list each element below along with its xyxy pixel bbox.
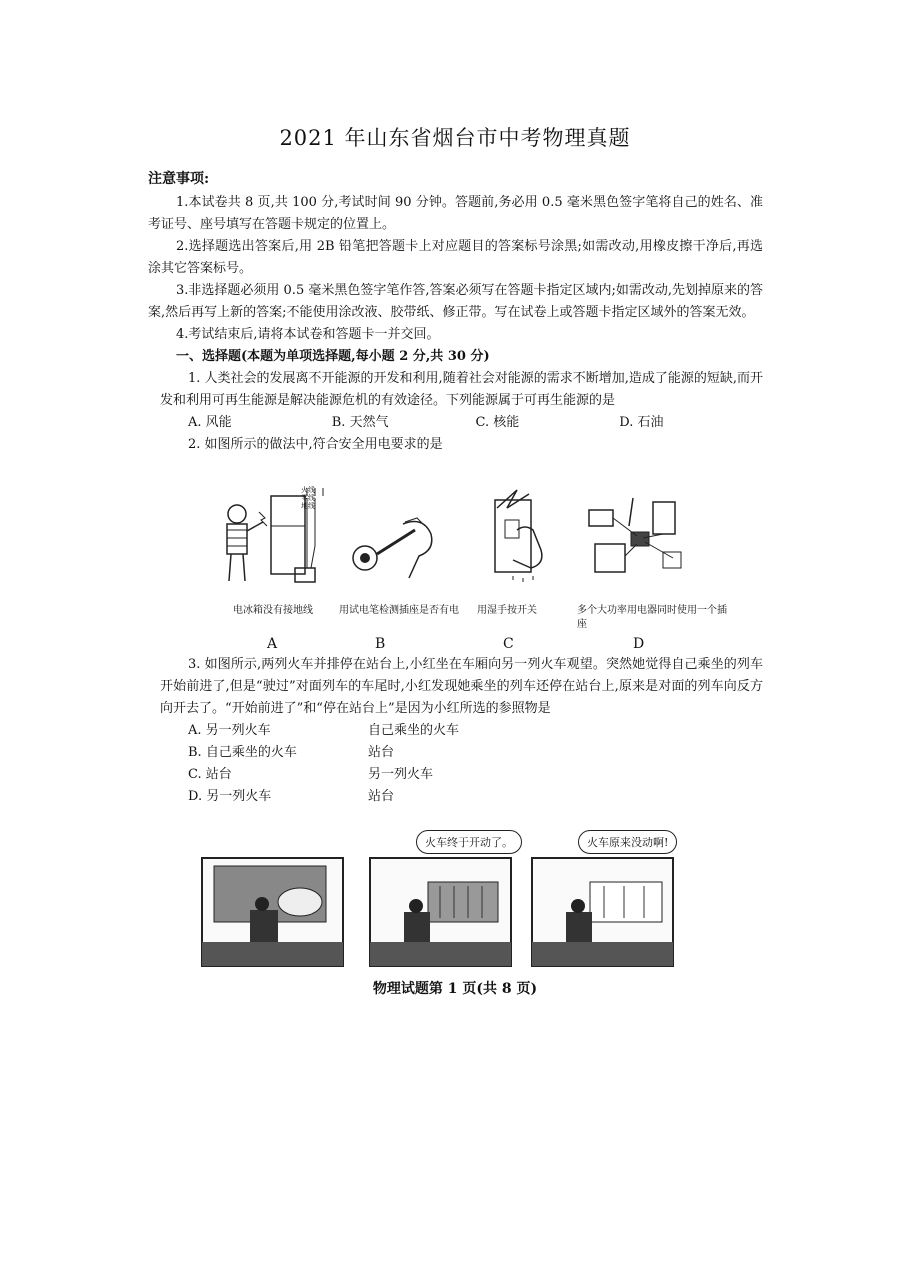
page-footer: 物理试题第 1 页(共 8 页) [372, 981, 538, 997]
question-3-option [148, 720, 763, 742]
figure-a-letter: A [267, 636, 278, 652]
figure-a-caption: 电冰箱没有接地线 [233, 605, 313, 616]
option-c-second: 另一列火车 [368, 767, 434, 782]
figure-c-caption: 用湿手按开关 [477, 605, 537, 616]
figure-d [577, 486, 727, 652]
option-c: C. 核能 [475, 415, 520, 430]
wire-labels [301, 486, 315, 510]
question-3-option [148, 742, 763, 764]
figure-a [215, 486, 335, 651]
question-2-figures [215, 486, 735, 651]
question-3 [148, 654, 763, 808]
train-window-illustration [530, 856, 675, 968]
notice-item: 3.非选择题必须用 0.5 毫米黑色签字笔作答,答案必须写在答题卡指定区域内;如需改动,先划掉原来的答案,然后再写上新的答案;不能使用涂改液、胶带纸、修正带。写在试卷上或答题卡指定区域外的答案无效。 [148, 283, 763, 320]
train-window-illustration [200, 856, 345, 968]
option-b-second: 站台 [368, 745, 395, 760]
figure-b-caption: 用试电笔检测插座是否有电 [339, 605, 459, 616]
comic-panel-3 [530, 856, 675, 968]
option-a-first: A. 另一列火车 [188, 723, 271, 738]
option-b: B. 天然气 [331, 415, 389, 430]
option-a: A. 风能 [188, 415, 232, 430]
question-3-stem: 3. 如图所示,两列火车并排停在站台上,小红坐在车厢向另一列火车观望。突然她觉得自己乘坐的列车开始前进了,但是“驶过”对面列车的车尾时,小红发现她乘坐的列车还停在站台上,原来是对面的列车向反方向开去了。“开始前进了”和“停在站台上”是因为小红所选的参照物是 [160, 657, 763, 716]
question-1-stem: 1. 人类社会的发展离不开能源的开发和利用,随着社会对能源的需求不断增加,造成了能源的短缺,而开发和利用可再生能源是解决能源危机的有效途径。下列能源属于可再生能源的是 [160, 371, 763, 408]
figure-b-letter: B [375, 636, 386, 652]
notice-list [148, 192, 763, 456]
notice-item: 4.考试结束后,请将本试卷和答题卡一并交回。 [176, 327, 440, 342]
notice-heading: 注意事项: [148, 171, 210, 187]
figure-c-letter: C [503, 636, 514, 652]
notice-item: 1.本试卷共 8 页,共 100 分,考试时间 90 分钟。答题前,务必用 0.5 毫米黑色签字笔将自己的姓名、准考证号、座号填写在答题卡规定的位置上。 [148, 195, 763, 232]
test-pen-illustration [345, 486, 465, 596]
question-3-option [148, 786, 763, 808]
overloaded-socket-illustration [583, 486, 703, 596]
option-a-second: 自己乘坐的火车 [368, 723, 460, 738]
fridge-illustration [215, 486, 335, 596]
option-d: D. 石油 [619, 415, 664, 430]
question-1-options [148, 412, 763, 434]
option-d-second: 站台 [368, 789, 395, 804]
question-2-stem: 2. 如图所示的做法中,符合安全用电要求的是 [188, 437, 443, 452]
figure-d-letter: D [633, 636, 645, 652]
train-window-illustration [368, 856, 513, 968]
speech-bubble-1: 火车终于开动了。 [416, 830, 522, 854]
section-heading: 一、选择题(本题为单项选择题,每小题 2 分,共 30 分) [176, 349, 490, 364]
exam-title: 2021 年山东省烟台市中考物理真题 [279, 126, 631, 150]
option-b-first: B. 自己乘坐的火车 [188, 745, 297, 760]
wire-label-neutral: 零线 [301, 494, 315, 502]
notice-item: 2.选择题选出答案后,用 2B 铅笔把答题卡上对应题目的答案标号涂黑;如需改动,用橡皮擦干净后,再选涂其它答案标号。 [148, 239, 763, 276]
option-d-first: D. 另一列火车 [188, 789, 272, 804]
figure-b [339, 486, 465, 652]
wire-label-ground: 地线 [301, 502, 315, 510]
option-c-first: C. 站台 [188, 767, 232, 782]
question-3-option [148, 764, 763, 786]
question-3-comic [200, 826, 680, 971]
wire-label-live: 火线 [301, 486, 315, 494]
comic-panel-2 [368, 856, 513, 968]
comic-panel-1 [200, 856, 345, 968]
figure-d-caption: 多个大功率用电器同时使用一个插座 [577, 605, 727, 630]
wet-hand-switch-illustration [477, 486, 597, 596]
speech-bubble-2: 火车原来没动啊! [578, 830, 677, 854]
